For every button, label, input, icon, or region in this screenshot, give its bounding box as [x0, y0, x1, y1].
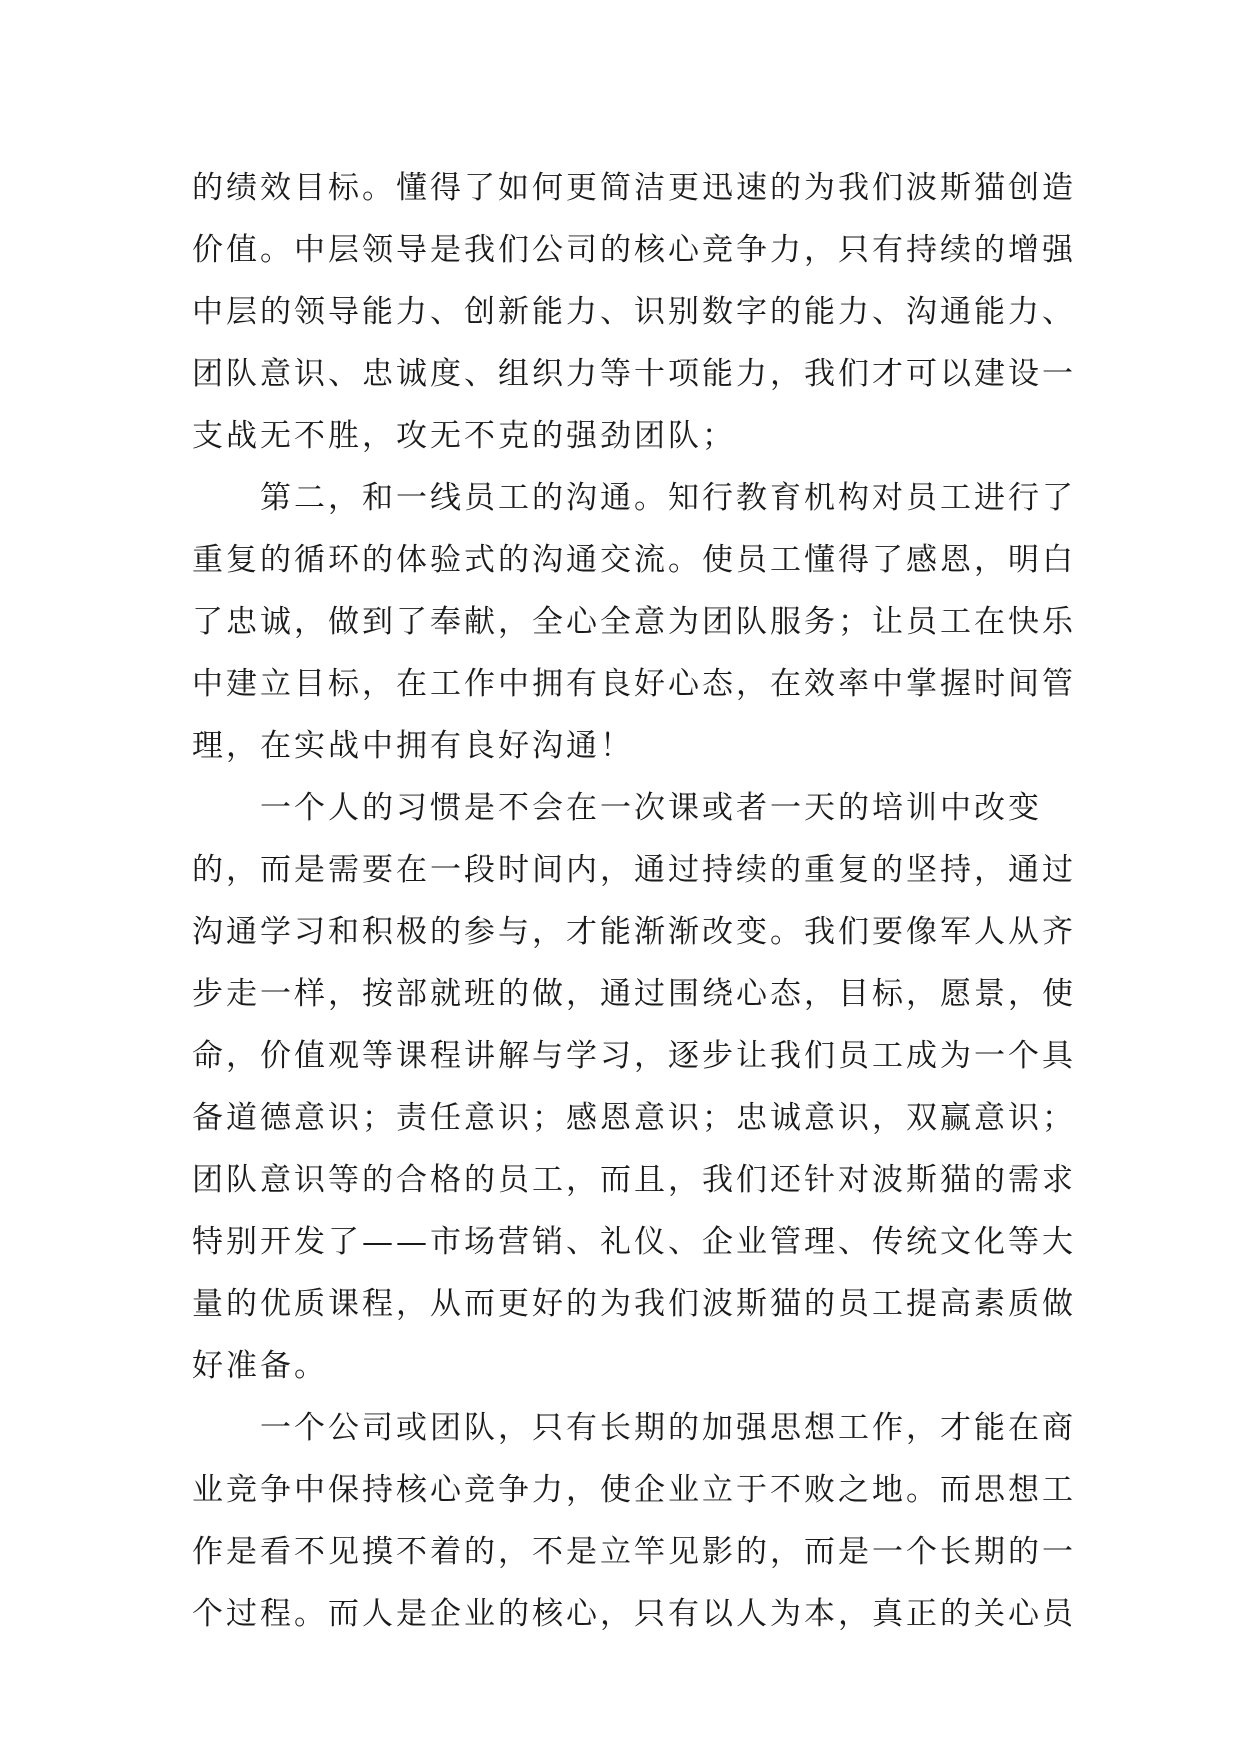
text-line: 一个人的习惯是不会在一次课或者一天的培训中改变	[192, 790, 1042, 826]
text-line: 作是看不见摸不着的，不是立竿见影的，而是一个长期的一	[192, 1534, 1076, 1570]
text-line: 沟通学习和积极的参与，才能渐渐改变。我们要像军人从齐	[192, 914, 1076, 950]
text-line: 支战无不胜，攻无不克的强劲团队；	[192, 418, 736, 454]
text-line: 重复的循环的体验式的沟通交流。使员工懂得了感恩，明白	[192, 542, 1076, 578]
text-line: 命，价值观等课程讲解与学习，逐步让我们员工成为一个具	[192, 1038, 1076, 1074]
text-line: 的，而是需要在一段时间内，通过持续的重复的坚持，通过	[192, 852, 1076, 888]
text-line: 一个公司或团队，只有长期的加强思想工作，才能在商	[192, 1410, 1076, 1446]
text-line: 步走一样，按部就班的做，通过围绕心态，目标，愿景，使	[192, 976, 1076, 1012]
text-line: 价值。中层领导是我们公司的核心竞争力，只有持续的增强	[192, 232, 1076, 268]
text-line: 个过程。而人是企业的核心，只有以人为本，真正的关心员	[192, 1596, 1076, 1632]
text-line: 业竞争中保持核心竞争力，使企业立于不败之地。而思想工	[192, 1472, 1076, 1508]
body-text	[192, 157, 1076, 1645]
text-line: 好准备。	[192, 1348, 328, 1384]
text-line: 团队意识、忠诚度、组织力等十项能力，我们才可以建设一	[192, 356, 1076, 392]
text-line: 的绩效目标。懂得了如何更简洁更迅速的为我们波斯猫创造	[192, 170, 1076, 206]
text-line: 中建立目标，在工作中拥有良好心态，在效率中掌握时间管	[192, 666, 1076, 702]
text-line: 第二，和一线员工的沟通。知行教育机构对员工进行了	[192, 480, 1076, 516]
text-line: 理，在实战中拥有良好沟通！	[192, 728, 634, 764]
text-line: 中层的领导能力、创新能力、识别数字的能力、沟通能力、	[192, 294, 1076, 330]
text-line: 了忠诚，做到了奉献，全心全意为团队服务；让员工在快乐	[192, 604, 1076, 640]
text-line: 团队意识等的合格的员工，而且，我们还针对波斯猫的需求	[192, 1162, 1076, 1198]
text-line: 备道德意识；责任意识；感恩意识；忠诚意识，双赢意识；	[192, 1100, 1076, 1136]
text-line: 量的优质课程，从而更好的为我们波斯猫的员工提高素质做	[192, 1286, 1076, 1322]
text-line: 特别开发了——市场营销、礼仪、企业管理、传统文化等大	[192, 1224, 1076, 1260]
